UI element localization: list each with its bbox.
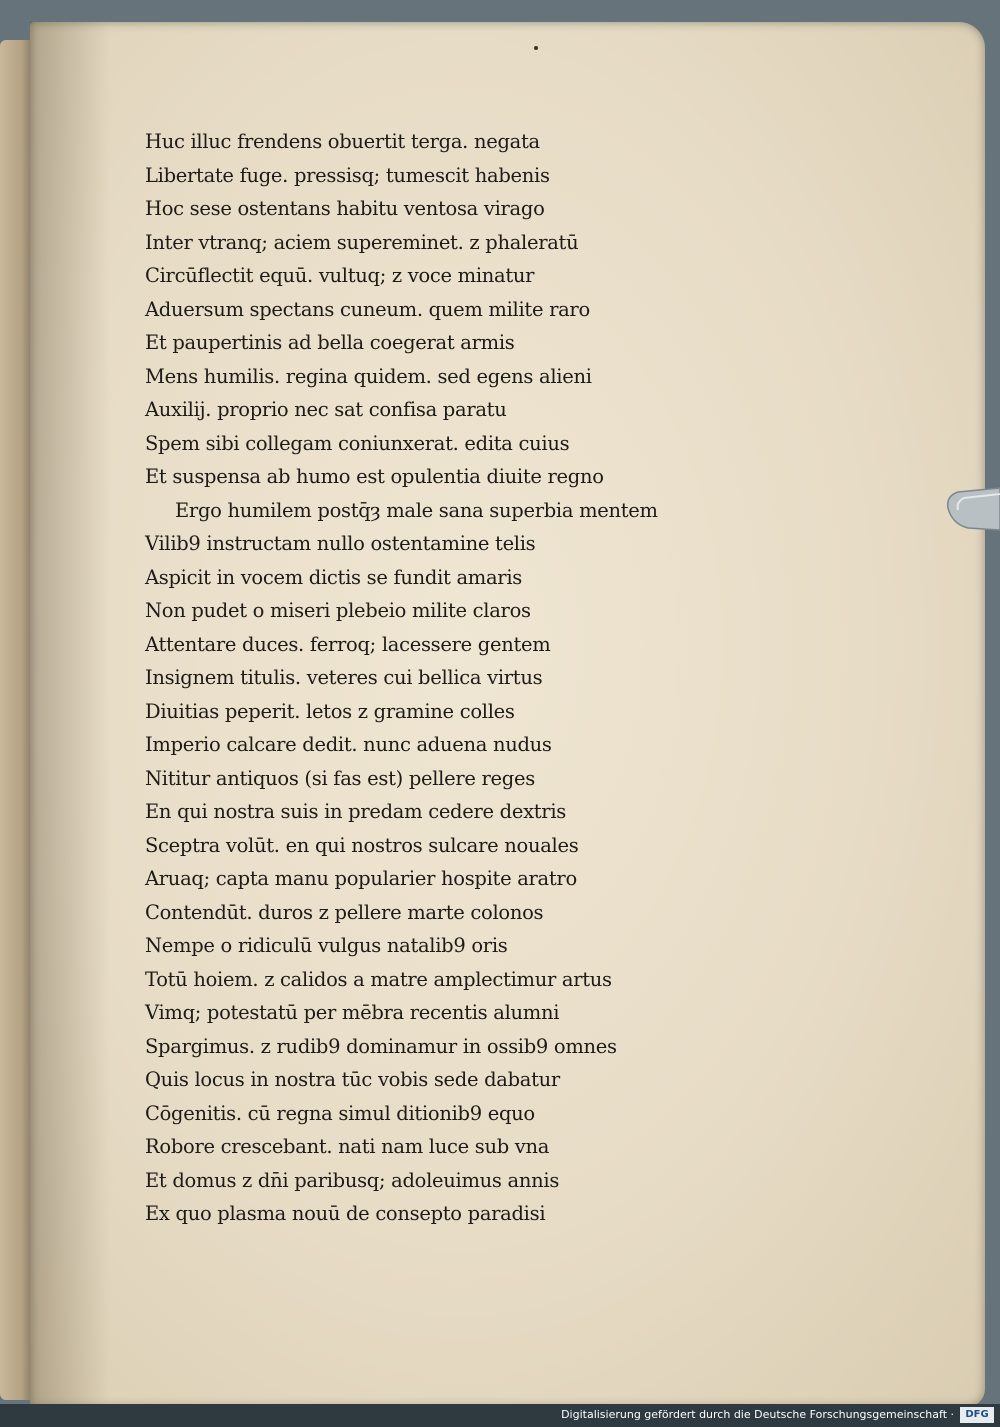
verse-line: Robore crescebant. nati nam luce sub vna [145, 1135, 550, 1158]
ink-dot [534, 46, 538, 50]
verse-text-block [145, 125, 745, 1231]
verse-line: Attentare duces. ferroq; lacessere gentem [145, 632, 551, 656]
verse-line: Libertate fuge. pressisq; tumescit habenis [145, 163, 550, 187]
verse-line: Contendūt. duros z pellere marte colonos [145, 900, 544, 924]
page-marker-tab [944, 484, 1000, 534]
verse-line: Vilib9 instructam nullo ostentamine telis [145, 532, 536, 555]
verse-line: Diuitias peperit. letos z gramine colles [145, 699, 515, 723]
verse-line: Spargimus. z rudib9 dominamur in ossib9 omnes [145, 1034, 617, 1058]
verse-line: Nititur antiquos (si fas est) pellere reges [145, 766, 535, 790]
verse-line: Aduersum spectans cuneum. quem milite raro [145, 297, 590, 321]
verse-line: Et domus z dn̄i paribusq; adoleuimus annis [145, 1168, 560, 1192]
verse-line: Mens humilis. regina quidem. sed egens alieni [145, 364, 592, 388]
verse-line: Ergo humilem postq̄ȝ male sana superbia mentem [175, 498, 658, 522]
funding-credit: Digitalisierung gefördert durch die Deutsche Forschungsgemeinschaft · [561, 1408, 954, 1421]
verse-line: Circūflectit equū. vultuq; z voce minatur [145, 264, 535, 287]
footer-bar [0, 1404, 1000, 1427]
verse-line: Sceptra volūt. en qui nostros sulcare nouales [145, 833, 579, 857]
verse-line: Aruaq; capta manu popularier hospite aratro [145, 867, 577, 890]
verse-line: Cōgenitis. cū regna simul ditionib9 equo [145, 1101, 535, 1125]
verse-line: Totū hoiem. z calidos a matre amplectimur artus [145, 967, 612, 991]
show-through-text [740, 120, 970, 1230]
verse-line: Quis locus in nostra tūc vobis sede dabatur [145, 1068, 560, 1091]
page-gutter-shadow [30, 22, 110, 1407]
verse-line: Et suspensa ab humo est opulentia diuite regno [145, 465, 604, 488]
verse-line: Nempe o ridiculū vulgus natalib9 oris [145, 934, 508, 957]
verse-line: Insignem titulis. veteres cui bellica virtus [145, 666, 543, 689]
verse-line: En qui nostra suis in predam cedere dextris [145, 800, 566, 823]
verse-line: Spem sibi collegam coniunxerat. edita cuius [145, 431, 570, 455]
verse-line: Imperio calcare dedit. nunc aduena nudus [145, 733, 552, 756]
verse-line: Huc illuc frendens obuertit terga. negata [145, 130, 540, 153]
verse-line: Non pudet o miseri plebeio milite claros [145, 599, 531, 622]
dfg-logo: DFG [960, 1407, 994, 1423]
verse-line: Inter vtranq; aciem supereminet. z phaleratū [145, 230, 579, 254]
verse-line: Ex quo plasma nouū de consepto paradisi [145, 1202, 546, 1225]
verse-line: Auxilij. proprio nec sat confisa paratu [145, 398, 507, 421]
verse-line: Hoc sese ostentans habitu ventosa virago [145, 197, 545, 220]
verse-line: Vimq; potestatū per mēbra recentis alumni [145, 1001, 560, 1024]
verse-line: Aspicit in vocem dictis se fundit amaris [145, 565, 522, 589]
verse-line: Et paupertinis ad bella coegerat armis [145, 331, 515, 354]
